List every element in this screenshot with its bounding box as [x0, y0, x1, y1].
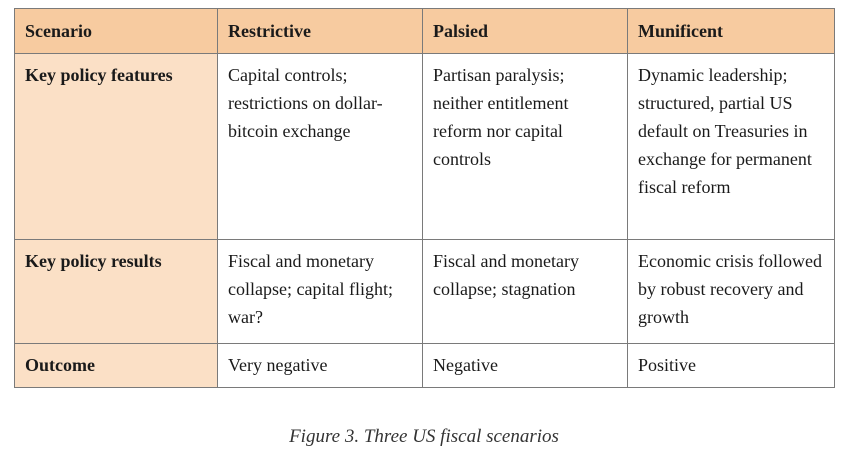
row-label-key-policy-features: Key policy features: [15, 54, 218, 240]
fiscal-scenarios-table: [14, 8, 835, 388]
row-label-outcome: Outcome: [15, 344, 218, 388]
cell-results-munificent: Economic crisis followed by robust recovery and growth: [628, 240, 835, 344]
header-restrictive: Restrictive: [218, 9, 423, 54]
header-palsied: Palsied: [423, 9, 628, 54]
cell-results-palsied: Fiscal and monetary collapse; stagnation: [423, 240, 628, 344]
header-scenario: Scenario: [15, 9, 218, 54]
figure-caption: Figure 3. Three US fiscal scenarios: [289, 426, 559, 447]
table-header-row: [15, 9, 835, 54]
table-row-key-policy-results: [15, 240, 835, 344]
cell-features-munificent: Dynamic leadership; structured, partial US default on Treasuries in exchange for permanent fiscal reform: [628, 54, 835, 240]
row-label-key-policy-results: Key policy results: [15, 240, 218, 344]
table-row-key-policy-features: [15, 54, 835, 240]
header-munificent: Munificent: [628, 9, 835, 54]
cell-results-restrictive: Fiscal and monetary collapse; capital flight; war?: [218, 240, 423, 344]
cell-outcome-palsied: Negative: [423, 344, 628, 388]
cell-outcome-restrictive: Very negative: [218, 344, 423, 388]
scenarios-table-wrapper: [14, 8, 835, 388]
cell-features-restrictive: Capital controls; restrictions on dollar-bitcoin exchange: [218, 54, 423, 240]
cell-features-palsied: Partisan paralysis; neither entitlement reform nor capital controls: [423, 54, 628, 240]
cell-outcome-munificent: Positive: [628, 344, 835, 388]
table-row-outcome: [15, 344, 835, 388]
